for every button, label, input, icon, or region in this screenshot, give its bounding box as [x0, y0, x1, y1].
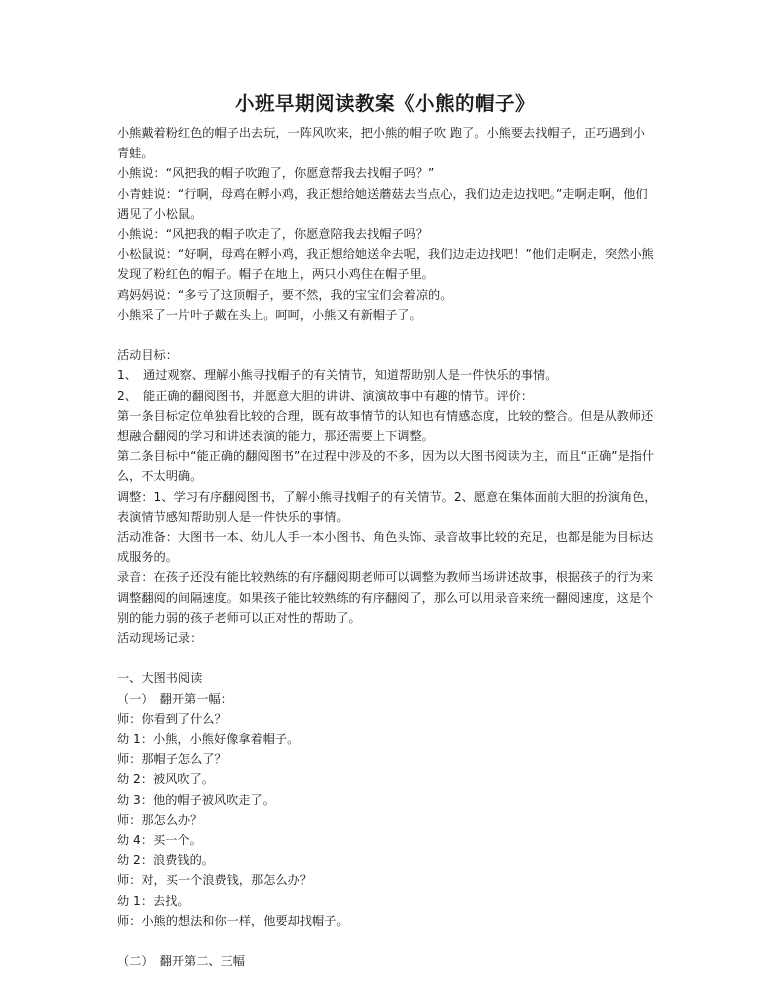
document-body: [117, 123, 657, 971]
paragraph: 师：那帽子怎么了？: [117, 752, 227, 767]
paragraph: 鸡妈妈说：“多亏了这顶帽子，要不然，我的宝宝们会着凉的。: [117, 287, 453, 302]
paragraph: （一） 翻开第一幅：: [117, 691, 233, 706]
paragraph: 小熊说：“风把我的帽子吹走了，你愿意陪我去找帽子吗？: [117, 227, 429, 242]
paragraph: 幼 3：他的帽子被风吹走了。: [117, 792, 275, 807]
paragraph: 活动准备：大图书一本、幼儿人手一本小图书、角色头饰、录音故事比较的充足，也都是能为目标达成服务的。: [117, 530, 654, 565]
paragraph: 幼 2：浪费钱的。: [117, 853, 214, 868]
paragraph: 录音：在孩子还没有能比较熟练的有序翻阅期老师可以调整为教师当场讲述故事，根据孩子的行为来调整翻阅的间隔速度。如果孩子能比较熟练的有序翻阅了，那么可以用录音来统一翻阅速度，这是个别的能力弱的孩子老师可以正对性的帮助了。: [117, 570, 654, 625]
paragraph: 小青蛙说：“行啊，母鸡在孵小鸡，我正想给她送蘑菇去当点心，我们边走边找吧。”走啊走啊，他们遇见了小松鼠。: [117, 186, 648, 221]
paragraph: 1、 通过观察、理解小熊寻找帽子的有关情节，知道帮助别人是一件快乐的事情。: [117, 368, 558, 383]
paragraph: 第二条目标中“能正确的翻阅图书”在过程中涉及的不多，因为以大图书阅读为主，而且“正确”是指什么，不太明确。: [117, 449, 655, 484]
paragraph: 调整：1、学习有序翻阅图书，了解小熊寻找帽子的有关情节。2、愿意在集体面前大胆的扮演角色，表演情节感知帮助别人是一件快乐的事情。: [117, 489, 657, 524]
paragraph: 幼 4：买一个。: [117, 833, 202, 848]
paragraph: 小熊采了一片叶子戴在头上。呵呵，小熊又有新帽子了。: [117, 307, 422, 322]
paragraph: 师：那怎么办？: [117, 812, 203, 827]
paragraph: 2、 能正确的翻阅图书，并愿意大胆的讲讲、演演故事中有趣的情节。评价：: [117, 388, 534, 403]
paragraph: 小松鼠说：“好啊，母鸡在孵小鸡，我正想给她送伞去呢，我们边走边找吧！”他们走啊走，突然小熊发现了粉红色的帽子。帽子在地上，两只小鸡住在帽子里。: [117, 247, 654, 282]
paragraph: 活动现场记录：: [117, 631, 203, 646]
paragraph: 活动目标：: [117, 348, 178, 363]
paragraph: 一、大图书阅读: [117, 671, 203, 686]
paragraph: 小熊说：“风把我的帽子吹跑了，你愿意帮我去找帽子吗？”: [117, 166, 435, 181]
paragraph: 幼 1：小熊，小熊好像拿着帽子。: [117, 732, 300, 747]
blank-line: [117, 931, 657, 951]
paragraph: 幼 1：去找。: [117, 893, 190, 908]
paragraph: 幼 2：被风吹了。: [117, 772, 214, 787]
paragraph: 师：对，买一个浪费钱，那怎么办？: [117, 873, 312, 888]
paragraph: 师：你看到了什么？: [117, 711, 227, 726]
blank-line: [117, 325, 657, 345]
paragraph: 小熊戴着粉红色的帽子出去玩，一阵风吹来，把小熊的帽子吹 跑了。小熊要去找帽子，正巧遇到小青蛙。: [117, 126, 645, 161]
blank-line: [117, 648, 657, 668]
document-title: 小班早期阅读教案《小熊的帽子》: [234, 92, 535, 115]
paragraph: 师：小熊的想法和你一样，他要却找帽子。: [117, 913, 349, 928]
paragraph: 第一条目标定位单独看比较的合理，既有故事情节的认知也有情感态度，比较的整合。但是从教师还想融合翻阅的学习和讲述表演的能力，那还需要上下调整。: [117, 408, 654, 444]
paragraph: （二） 翻开第二、三幅: [117, 954, 245, 969]
